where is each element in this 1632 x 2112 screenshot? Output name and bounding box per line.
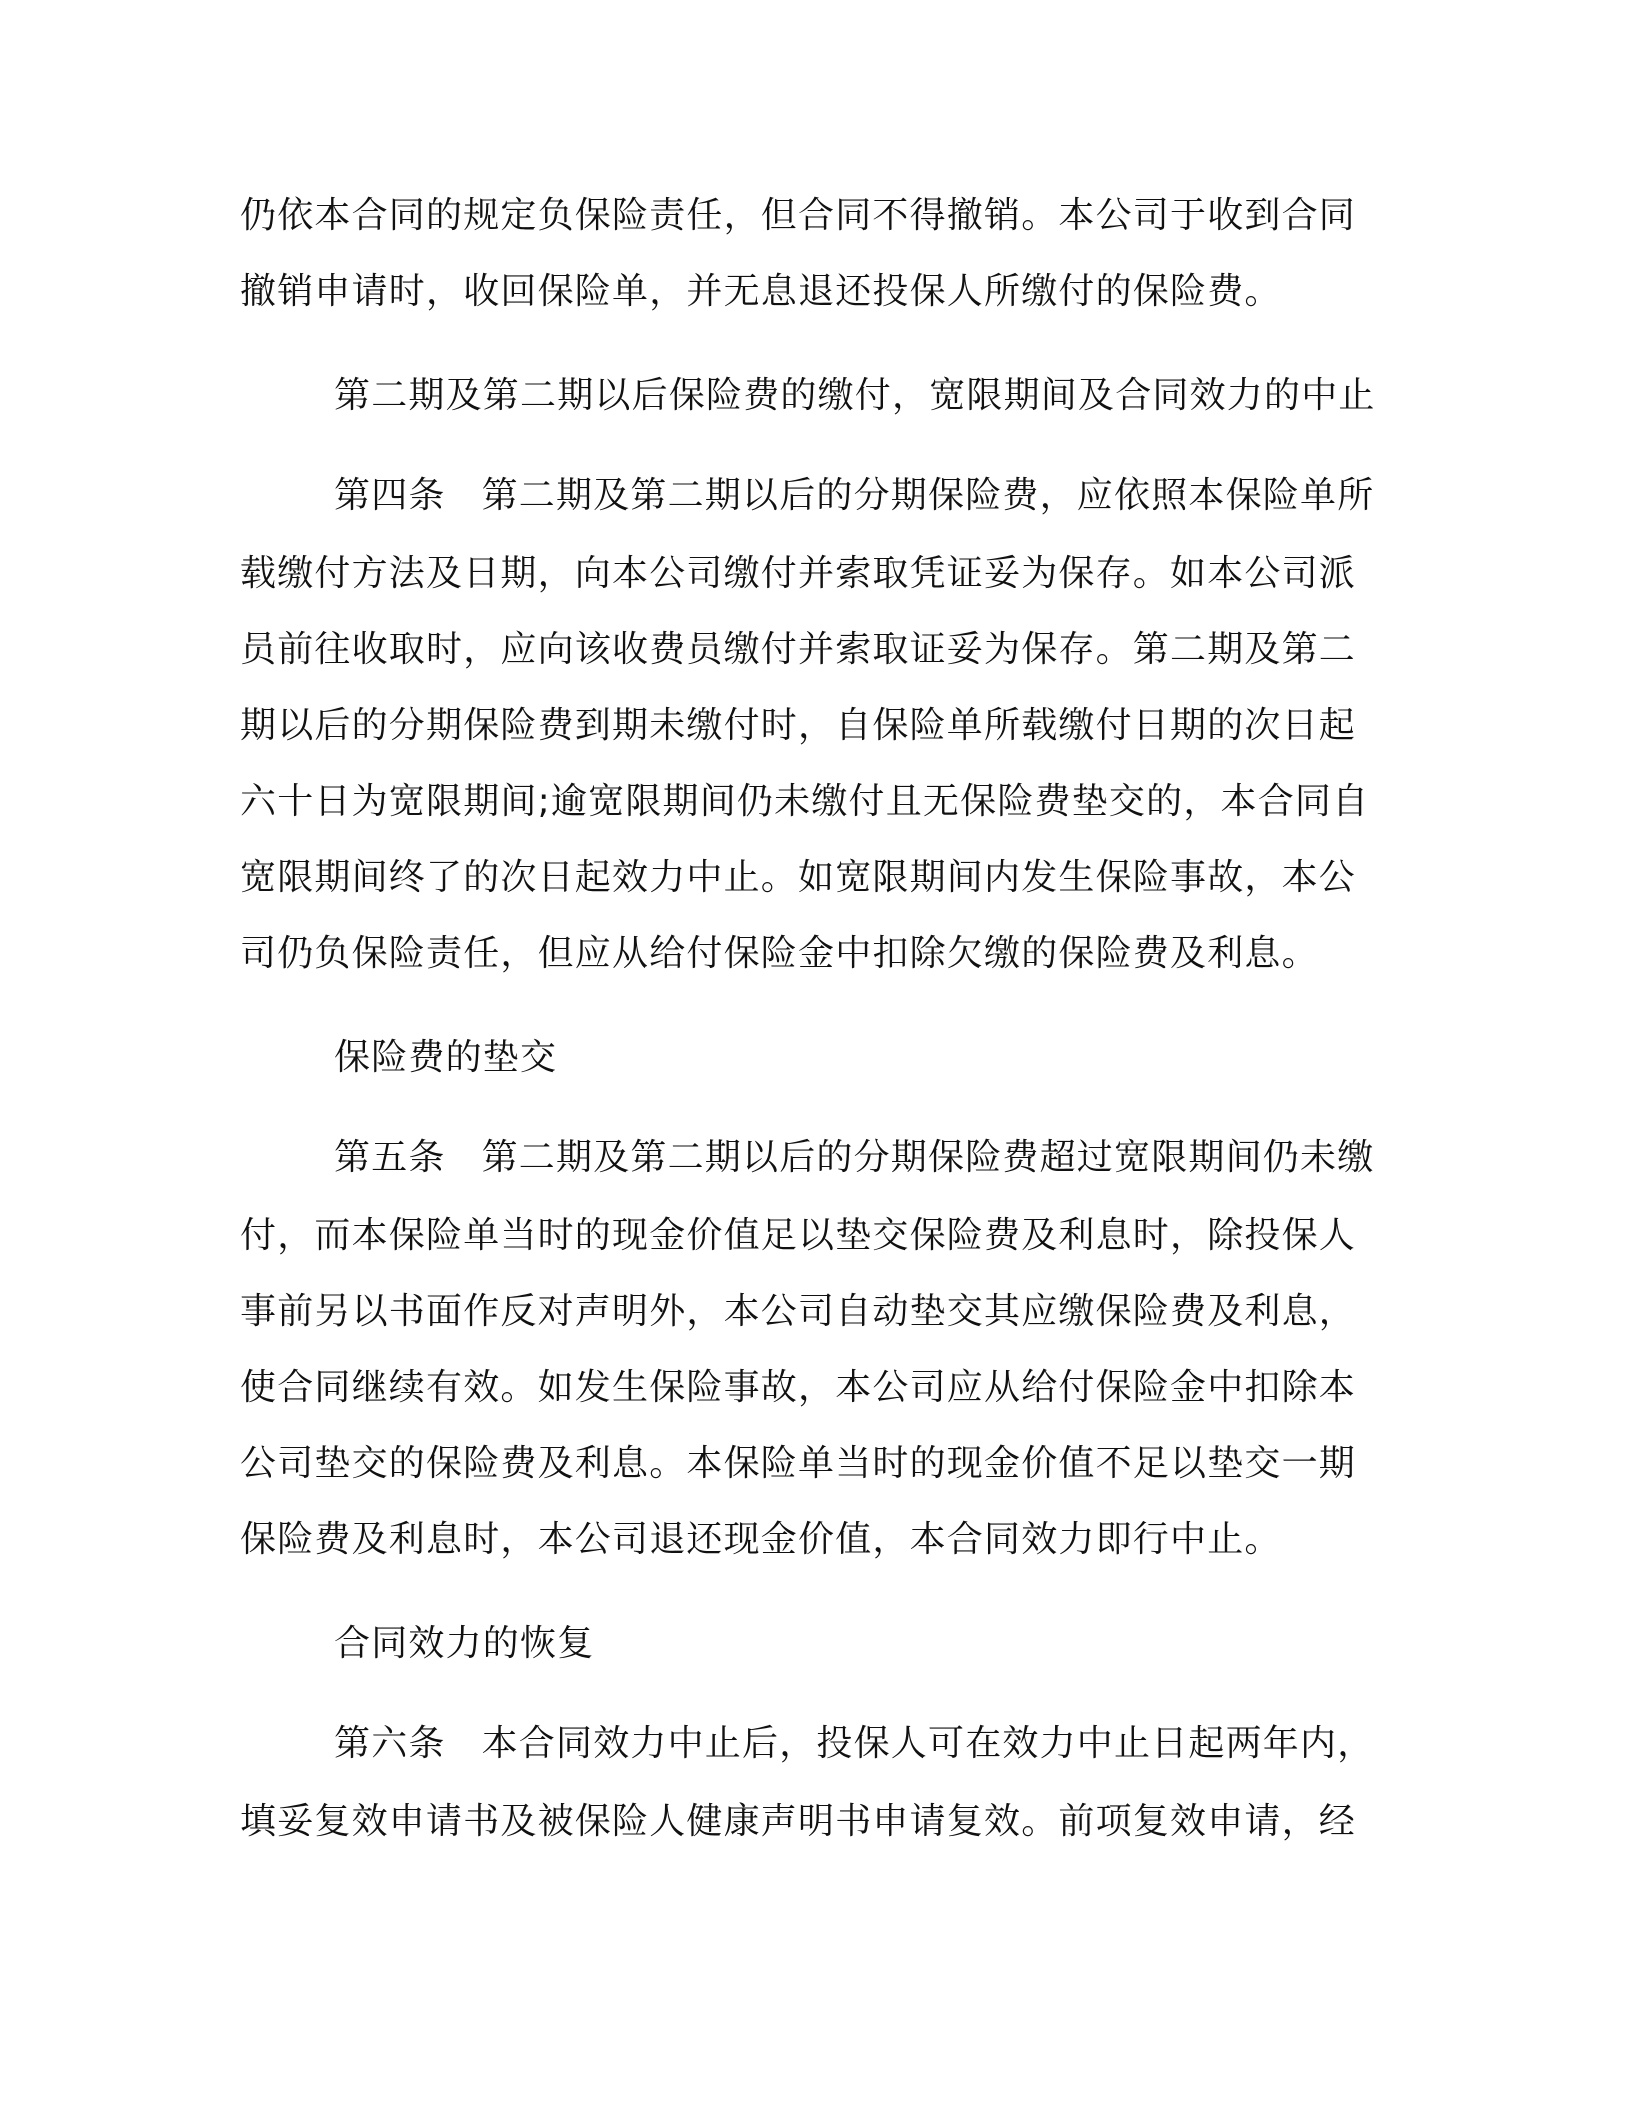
section-heading: 第二期及第二期以后保险费的缴付，宽限期间及合同效力的中止 <box>334 375 1376 416</box>
article-text: 第二期及第二期以后的分期保险费，应依照本保险单所 <box>481 475 1375 516</box>
text-line: 公司垫交的保险费及利息。本保险单当时的现金价值不足以垫交一期 <box>240 1443 1357 1484</box>
article-line <box>334 474 1374 518</box>
article-label: 第六条 <box>334 1723 446 1764</box>
text-line: 使合同继续有效。如发生保险事故，本公司应从给付保险金中扣除本 <box>240 1367 1357 1408</box>
text-line: 六十日为宽限期间;逾宽限期间仍未缴付且无保险费垫交的，本合同自 <box>240 781 1370 822</box>
text-line: 保险费及利息时，本公司退还现金价值，本合同效力即行中止。 <box>240 1519 1282 1560</box>
text-line: 载缴付方法及日期，向本公司缴付并索取凭证妥为保存。如本公司派 <box>240 553 1357 594</box>
article-label: 第四条 <box>334 475 446 516</box>
text-line: 宽限期间终了的次日起效力中止。如宽限期间内发生保险事故，本公 <box>240 857 1357 898</box>
article-label: 第五条 <box>334 1137 446 1178</box>
text-line: 期以后的分期保险费到期未缴付时，自保险单所载缴付日期的次日起 <box>240 705 1357 746</box>
section-heading: 合同效力的恢复 <box>334 1623 595 1664</box>
text-line: 撤销申请时，收回保险单，并无息退还投保人所缴付的保险费。 <box>240 271 1282 312</box>
text-line: 填妥复效申请书及被保险人健康声明书申请复效。前项复效申请，经 <box>240 1801 1357 1842</box>
text-line: 员前往收取时，应向该收费员缴付并索取证妥为保存。第二期及第二 <box>240 629 1357 670</box>
article-text: 本合同效力中止后，投保人可在效力中止日起两年内， <box>481 1723 1375 1764</box>
text-line: 事前另以书面作反对声明外，本公司自动垫交其应缴保险费及利息， <box>240 1291 1357 1332</box>
article-text: 第二期及第二期以后的分期保险费超过宽限期间仍未缴 <box>481 1137 1375 1178</box>
section-heading: 保险费的垫交 <box>334 1037 558 1078</box>
article-line <box>334 1722 1374 1766</box>
text-line: 仍依本合同的规定负保险责任，但合同不得撤销。本公司于收到合同 <box>240 195 1357 236</box>
text-line: 司仍负保险责任，但应从给付保险金中扣除欠缴的保险费及利息。 <box>240 933 1319 974</box>
text-line: 付，而本保险单当时的现金价值足以垫交保险费及利息时，除投保人 <box>240 1215 1357 1256</box>
article-line <box>334 1136 1374 1180</box>
